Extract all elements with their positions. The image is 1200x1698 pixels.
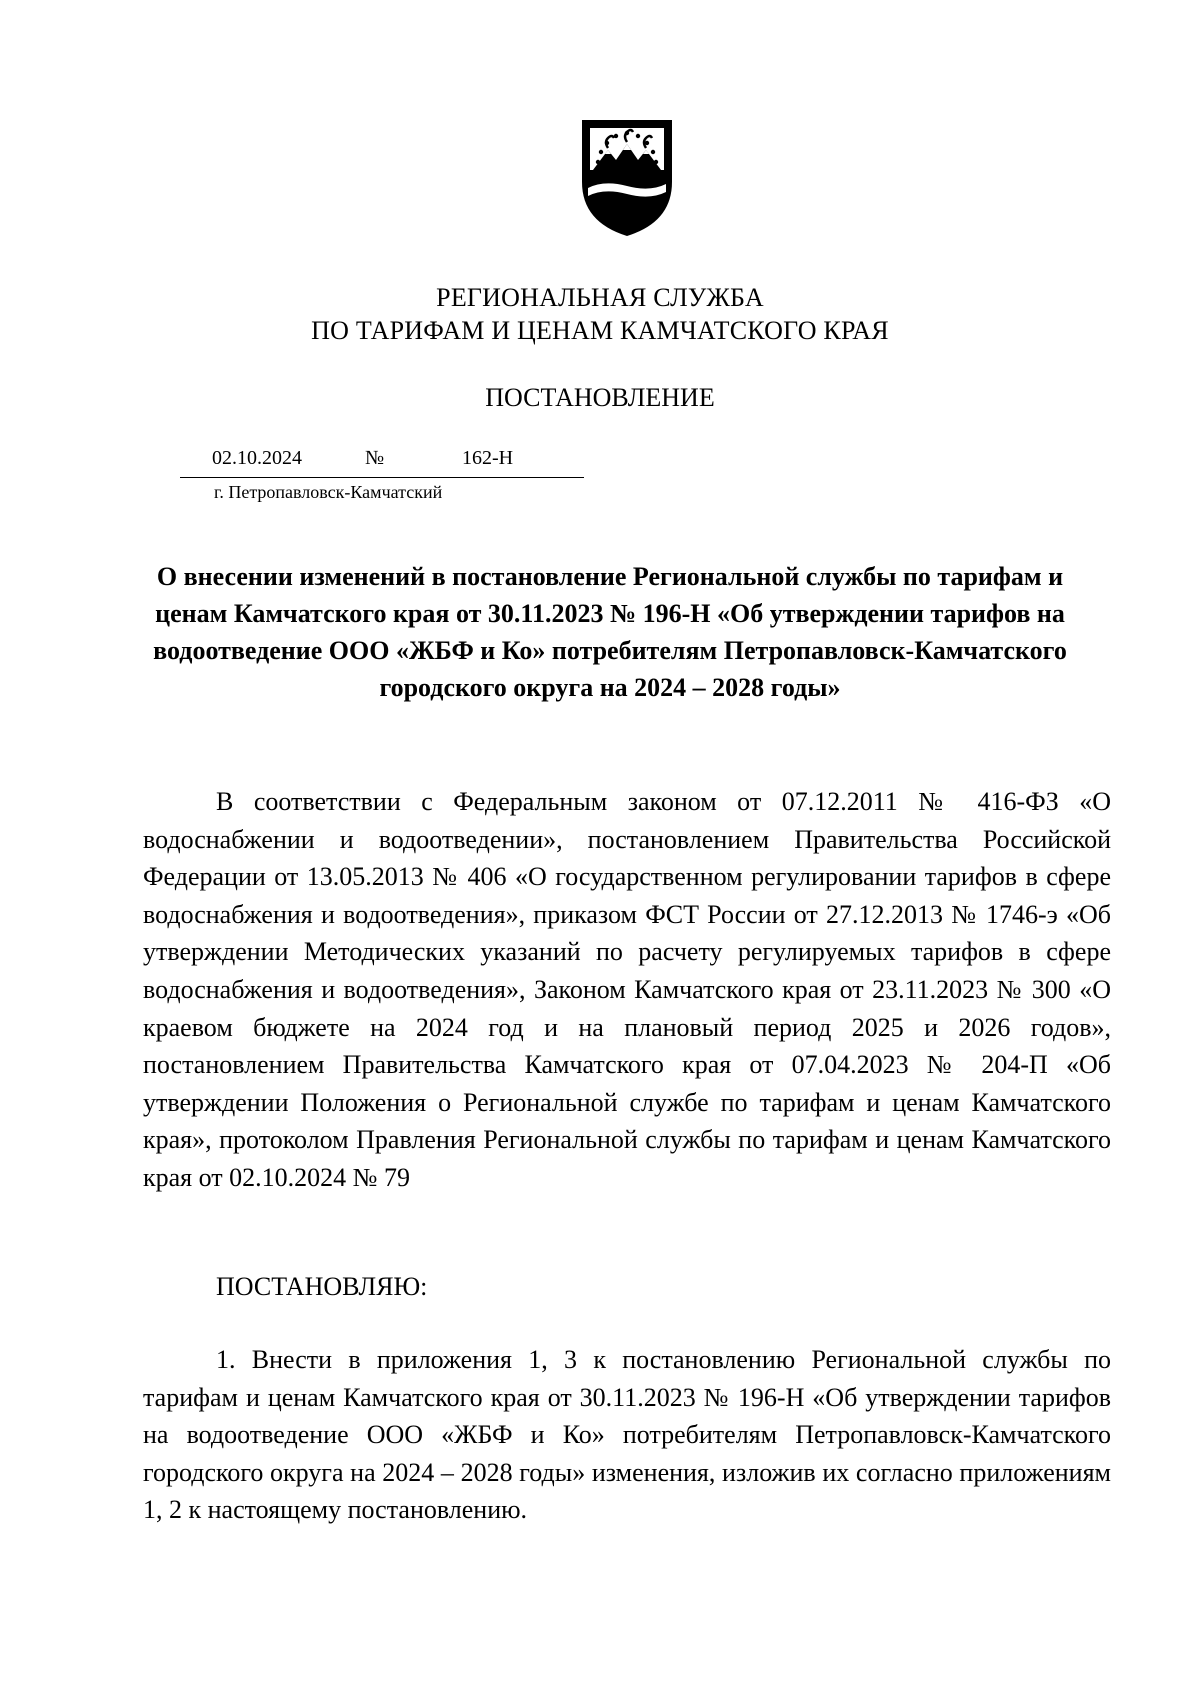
- item-1-paragraph: 1. Внести в приложения 1, 3 к постановлению Региональной службы по тарифам и ценам Камчатского края от 30.11.2023 № 196-Н «Об утверждении тарифов на водоотведение ООО «ЖБФ и Ко» потребителям Петропавловск-Камчатского городского округа на 2024 – 2028 годы» изменения, изложив их согласно приложениям 1, 2 к настоящему постановлению.: [143, 1345, 1111, 1525]
- agency-name-line1: РЕГИОНАЛЬНАЯ СЛУЖБА: [436, 283, 764, 312]
- document-title: О внесении изменений в постановление Региональной службы по тарифам и ценам Камчатского края от 30.11.2023 № 196-Н «Об утверждении тарифов на водоотведение ООО «ЖБФ и Ко» потребителям Петропавловск-Камчатского городского округа на 2024 – 2028 годы»: [153, 562, 1067, 702]
- preamble-paragraph: В соответствии с Федеральным законом от 07.12.2011 № 416-ФЗ «О водоснабжении и водоотведении», постановлением Правительства Российской Федерации от 13.05.2013 № 406 «О государственном регулировании тарифов в сфере водоснабжения и водоотведения», приказом ФСТ России от 27.12.2013 № 1746-э «Об утверждении Методических указаний по расчету регулируемых тарифов в сфере водоснабжения и водоотведения», Законом Камчатского края от 23.11.2023 № 300 «О краевом бюджете на 2024 год и на плановый период 2025 и 2026 годов», постановлением Правительства Камчатского края от 07.04.2023 № 204-П «Об утверждении Положения о Региональной службе по тарифам и ценам Камчатского края», протоколом Правления Региональной службы по тарифам и ценам Камчатского края от 02.10.2024 № 79: [143, 787, 1111, 1192]
- decree-word: ПОСТАНОВЛЯЮ:: [216, 1272, 428, 1301]
- date-number-line: [180, 445, 584, 478]
- coat-of-arms-icon: [574, 110, 680, 240]
- agency-name-line2: ПО ТАРИФАМ И ЦЕНАМ КАМЧАТСКОГО КРАЯ: [311, 316, 889, 345]
- document-type: ПОСТАНОВЛЕНИЕ: [485, 383, 715, 412]
- issue-city: г. Петропавловск-Камчатский: [214, 482, 443, 502]
- document-number: 162-Н: [462, 447, 514, 469]
- number-sign: №: [365, 447, 385, 469]
- document-date: 02.10.2024: [212, 447, 302, 469]
